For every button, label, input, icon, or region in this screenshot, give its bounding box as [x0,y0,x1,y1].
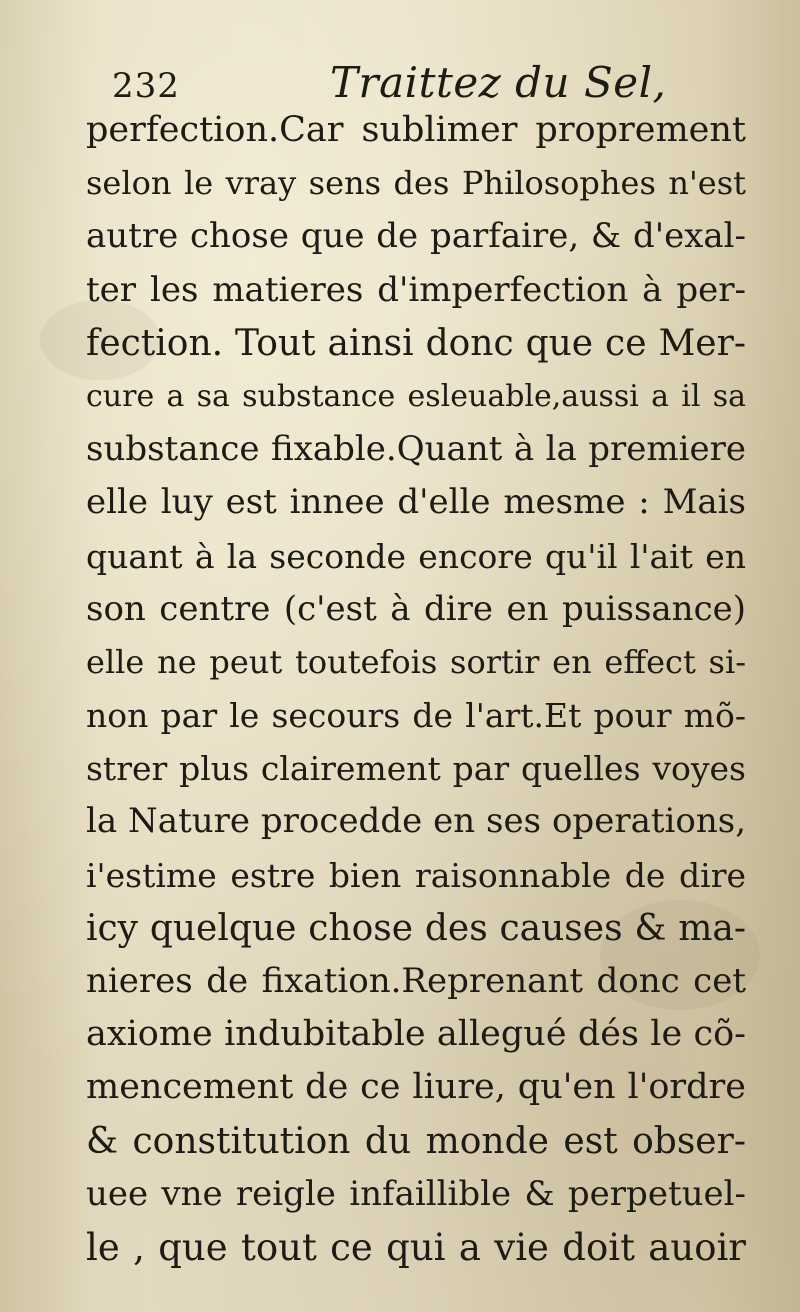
text-line: i'estime estre bien raisonnable de dire [86,855,746,895]
text-line: substance fixable.Quant à la premiere [86,429,746,470]
text-line: & constitution du monde est obser- [86,1120,746,1162]
text-line: la Nature procedde en ses operations, [86,801,746,842]
text-line: mencement de ce liure, qu'en l'ordre [86,1067,746,1108]
text-line: axiome indubitable allegué dés le cõ- [86,1014,746,1055]
text-line: quant à la seconde encore qu'il l'ait en [86,536,746,576]
text-line: elle ne peut toutefois sortir en effect si- [86,642,746,681]
running-head: Traittez du Sel, [330,58,667,107]
text-line: ter les matieres d'imperfection à per- [86,269,746,310]
text-line: elle luy est innee d'elle mesme : Mais [86,482,746,523]
text-line: autre chose que de parfaire, & d'exal- [86,216,746,257]
page-header [112,58,712,106]
text-line: non par le secours de l'art.Et pour mõ- [86,696,746,736]
text-line: perfection.Car sublimer proprement [86,110,746,150]
text-line: icy quelque chose des causes & ma- [86,907,746,949]
page-number: 232 [112,66,180,106]
text-line: son centre (c'est à dire en puissance) [86,588,746,629]
text-line: nieres de fixation.Reprenant donc cet [86,961,746,1001]
text-line: strer plus clairement par quelles voyes [86,749,746,789]
text-line: le , que tout ce qui a vie doit auoir [86,1225,746,1269]
text-line: uee vne reigle infaillible & perpetuel- [86,1173,746,1214]
text-line: selon le vray sens des Philosophes n'est [86,164,746,203]
text-line: cure a sa substance esleuable,aussi a il sa [86,378,746,414]
body-text [86,104,746,1274]
text-line: fection. Tout ainsi donc que ce Mer- [86,322,746,364]
